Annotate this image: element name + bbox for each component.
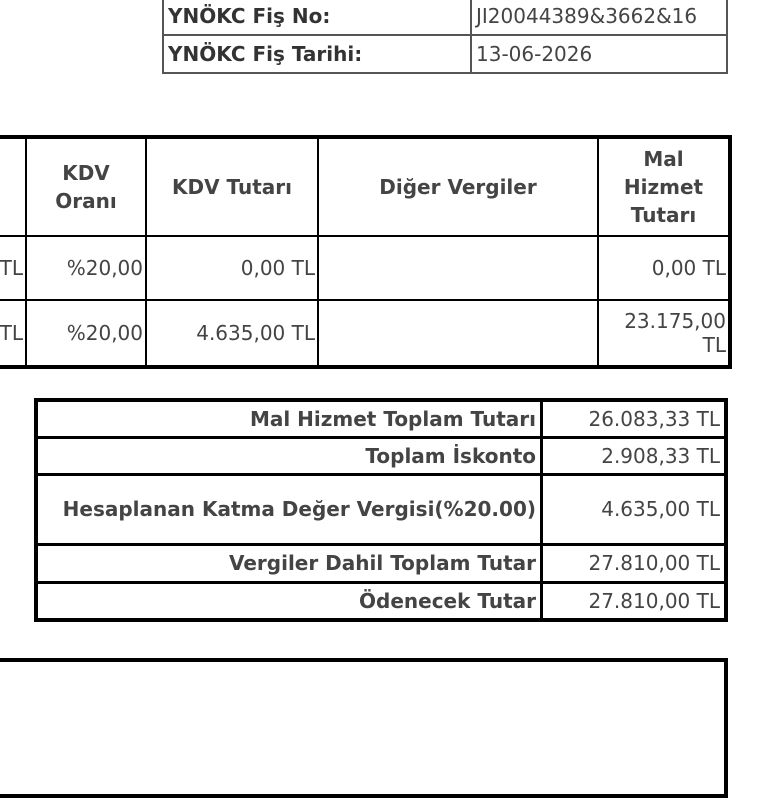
- header-kdv-orani: KDV Oranı: [26, 137, 146, 236]
- total-value: 4.635,00 TL: [542, 474, 727, 544]
- cell-kdv-tutari: 0,00 TL: [146, 236, 318, 300]
- totals-table: [34, 398, 728, 622]
- total-value: 26.083,33 TL: [542, 400, 727, 437]
- table-row: [0, 300, 730, 367]
- receipt-date-row: [163, 35, 727, 73]
- totals-row: [36, 474, 726, 544]
- total-label: Ödenecek Tutar: [36, 582, 542, 620]
- cell-kdv-tutari: 4.635,00 TL: [146, 300, 318, 367]
- cell-prev-fragment: TL: [0, 300, 26, 367]
- note-box: [0, 658, 728, 798]
- total-value: 27.810,00 TL: [542, 544, 727, 582]
- total-value: 27.810,00 TL: [542, 582, 727, 620]
- receipt-no-row: [163, 0, 727, 35]
- totals-row: [36, 544, 726, 582]
- totals-row: [36, 400, 726, 437]
- header-diger-vergiler: Diğer Vergiler: [318, 137, 598, 236]
- cell-diger-vergiler: [318, 236, 598, 300]
- cell-kdv-orani: %20,00: [26, 300, 146, 367]
- total-label: Vergiler Dahil Toplam Tutar: [36, 544, 542, 582]
- cell-kdv-orani: %20,00: [26, 236, 146, 300]
- receipt-date-label: YNÖKC Fiş Tarihi:: [163, 35, 471, 73]
- total-label: Hesaplanan Katma Değer Vergisi(%20.00): [36, 474, 542, 544]
- totals-row: [36, 437, 726, 474]
- total-label: Toplam İskonto: [36, 437, 542, 474]
- header-mal-hizmet-tutari: Mal Hizmet Tutarı: [598, 137, 730, 236]
- cell-mal-hizmet-tutari: 0,00 TL: [598, 236, 730, 300]
- cell-prev-fragment: TL: [0, 236, 26, 300]
- totals-row: [36, 582, 726, 620]
- cell-mal-hizmet-tutari: 23.175,00 TL: [598, 300, 730, 367]
- header-cut-off: [0, 137, 26, 236]
- table-row: [0, 236, 730, 300]
- receipt-no-label: YNÖKC Fiş No:: [163, 0, 471, 35]
- line-items-header-row: [0, 137, 730, 236]
- receipt-date-value: 13-06-2026: [471, 35, 727, 73]
- receipt-no-value: JI20044389&3662&16: [471, 0, 727, 35]
- cell-diger-vergiler: [318, 300, 598, 367]
- total-value: 2.908,33 TL: [542, 437, 727, 474]
- receipt-info-table: [162, 0, 728, 74]
- header-kdv-tutari: KDV Tutarı: [146, 137, 318, 236]
- total-label: Mal Hizmet Toplam Tutarı: [36, 400, 542, 437]
- line-items-table: [0, 135, 732, 369]
